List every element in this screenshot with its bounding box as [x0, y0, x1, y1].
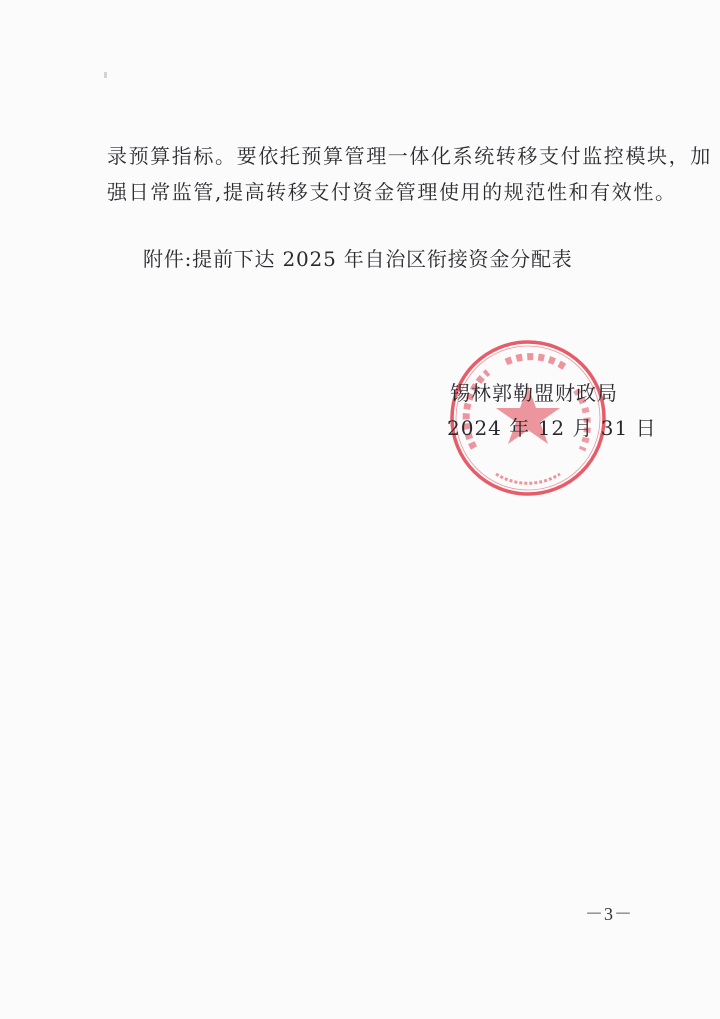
- scan-mark: [104, 72, 107, 78]
- page-number: －3－: [585, 904, 633, 924]
- attachment-note: 附件:提前下达 2025 年自治区衔接资金分配表: [143, 247, 573, 271]
- body-line-1: 录预算指标。要依托预算管理一体化系统转移支付监控模块，加: [107, 144, 712, 168]
- issuing-organization: 锡林郭勒盟财政局: [450, 381, 618, 405]
- body-line-2: 强日常监管,提高转移支付资金管理使用的规范性和有效性。: [107, 180, 677, 204]
- issue-date: 2024 年 12 月 31 日: [447, 416, 657, 440]
